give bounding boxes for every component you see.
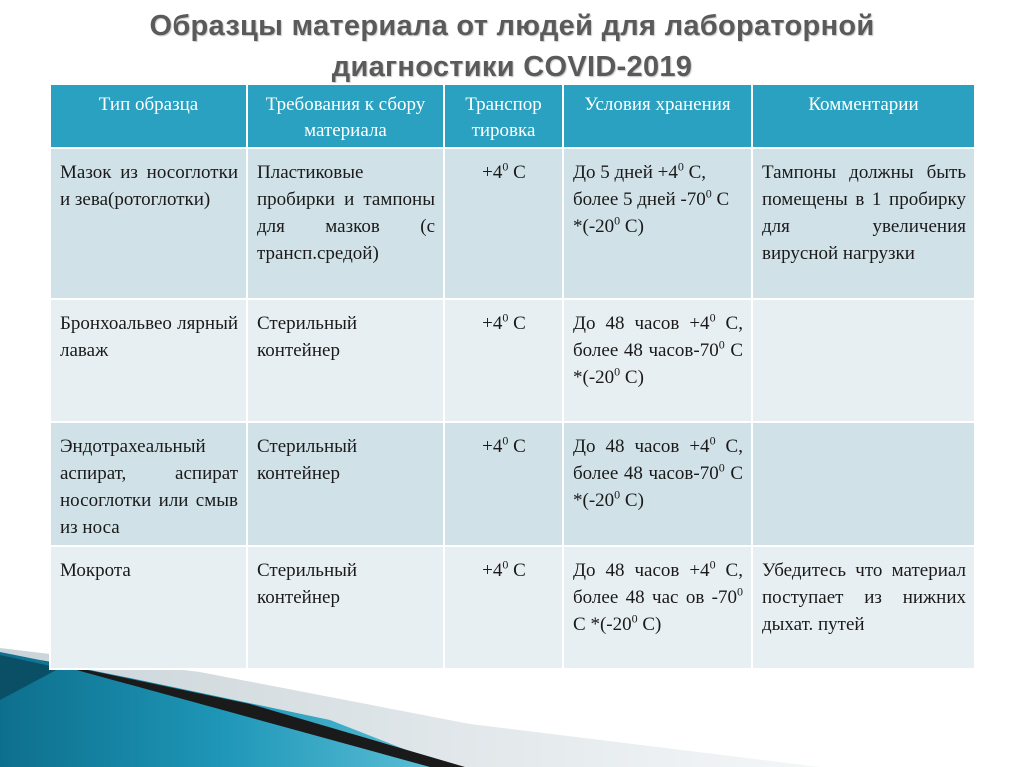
- cell-storage: До 48 часов $+4^0$ С, более 48 часов-$70^0$ С $*(-20^0$ С): [563, 422, 752, 546]
- cell-transport: $+4^0$ С: [444, 148, 563, 299]
- header-specimen-type: Тип образца: [50, 84, 247, 148]
- cell-specimen-type: Мазок из носоглотки и зева(ротоглотки): [50, 148, 247, 299]
- table-row: [50, 299, 975, 422]
- table-row: [50, 422, 975, 546]
- title-line-2: диагностики COVID-2019: [331, 51, 693, 83]
- table-row: [50, 148, 975, 299]
- cell-specimen-type: Мокрота: [50, 546, 247, 669]
- cell-collection: Пластиковые пробирки и тампоны для мазков (с трансп.средой): [247, 148, 444, 299]
- cell-transport: $+4^0$ С: [444, 546, 563, 669]
- cell-collection: Стерильный контейнер: [247, 422, 444, 546]
- title-line-1: Образцы материала от людей для лабораторной: [149, 10, 875, 42]
- cell-storage: До 48 часов $+4^0$ С, более 48 час ов $-70^0$ С $*(-20^0$ С): [563, 546, 752, 669]
- cell-storage: До 5 дней $+4^0$ С, более 5 дней $-70^0$ С $*(-20^0$ С): [563, 148, 752, 299]
- cell-collection: Стерильный контейнер: [247, 546, 444, 669]
- cell-transport: $+4^0$ С: [444, 422, 563, 546]
- cell-transport: $+4^0$ С: [444, 299, 563, 422]
- cell-storage: До 48 часов $+4^0$ С, более 48 часов-$70^0$ С $*(-20^0$ С): [563, 299, 752, 422]
- cell-comment: [752, 422, 975, 546]
- cell-comment: Тампоны должны быть помещены в 1 пробирку для увеличения вирусной нагрузки: [752, 148, 975, 299]
- table-header-row: [50, 84, 975, 148]
- header-storage-conditions: Условия хранения: [563, 84, 752, 148]
- cell-comment: Убедитесь что материал поступает из нижних дыхат. путей: [752, 546, 975, 669]
- cell-collection: Стерильный контейнер: [247, 299, 444, 422]
- cell-specimen-type: Бронхоальвео лярный лаваж: [50, 299, 247, 422]
- header-collection-requirements: Требования к сбору материала: [247, 84, 444, 148]
- page-title: [0, 6, 1024, 88]
- cell-comment: [752, 299, 975, 422]
- specimen-table: [49, 83, 976, 670]
- header-comments: Комментарии: [752, 84, 975, 148]
- table-row: [50, 546, 975, 669]
- cell-specimen-type: Эндотрахеальный аспират, аспират носоглотки или смыв из носа: [50, 422, 247, 546]
- header-transport: Транспор тировка: [444, 84, 563, 148]
